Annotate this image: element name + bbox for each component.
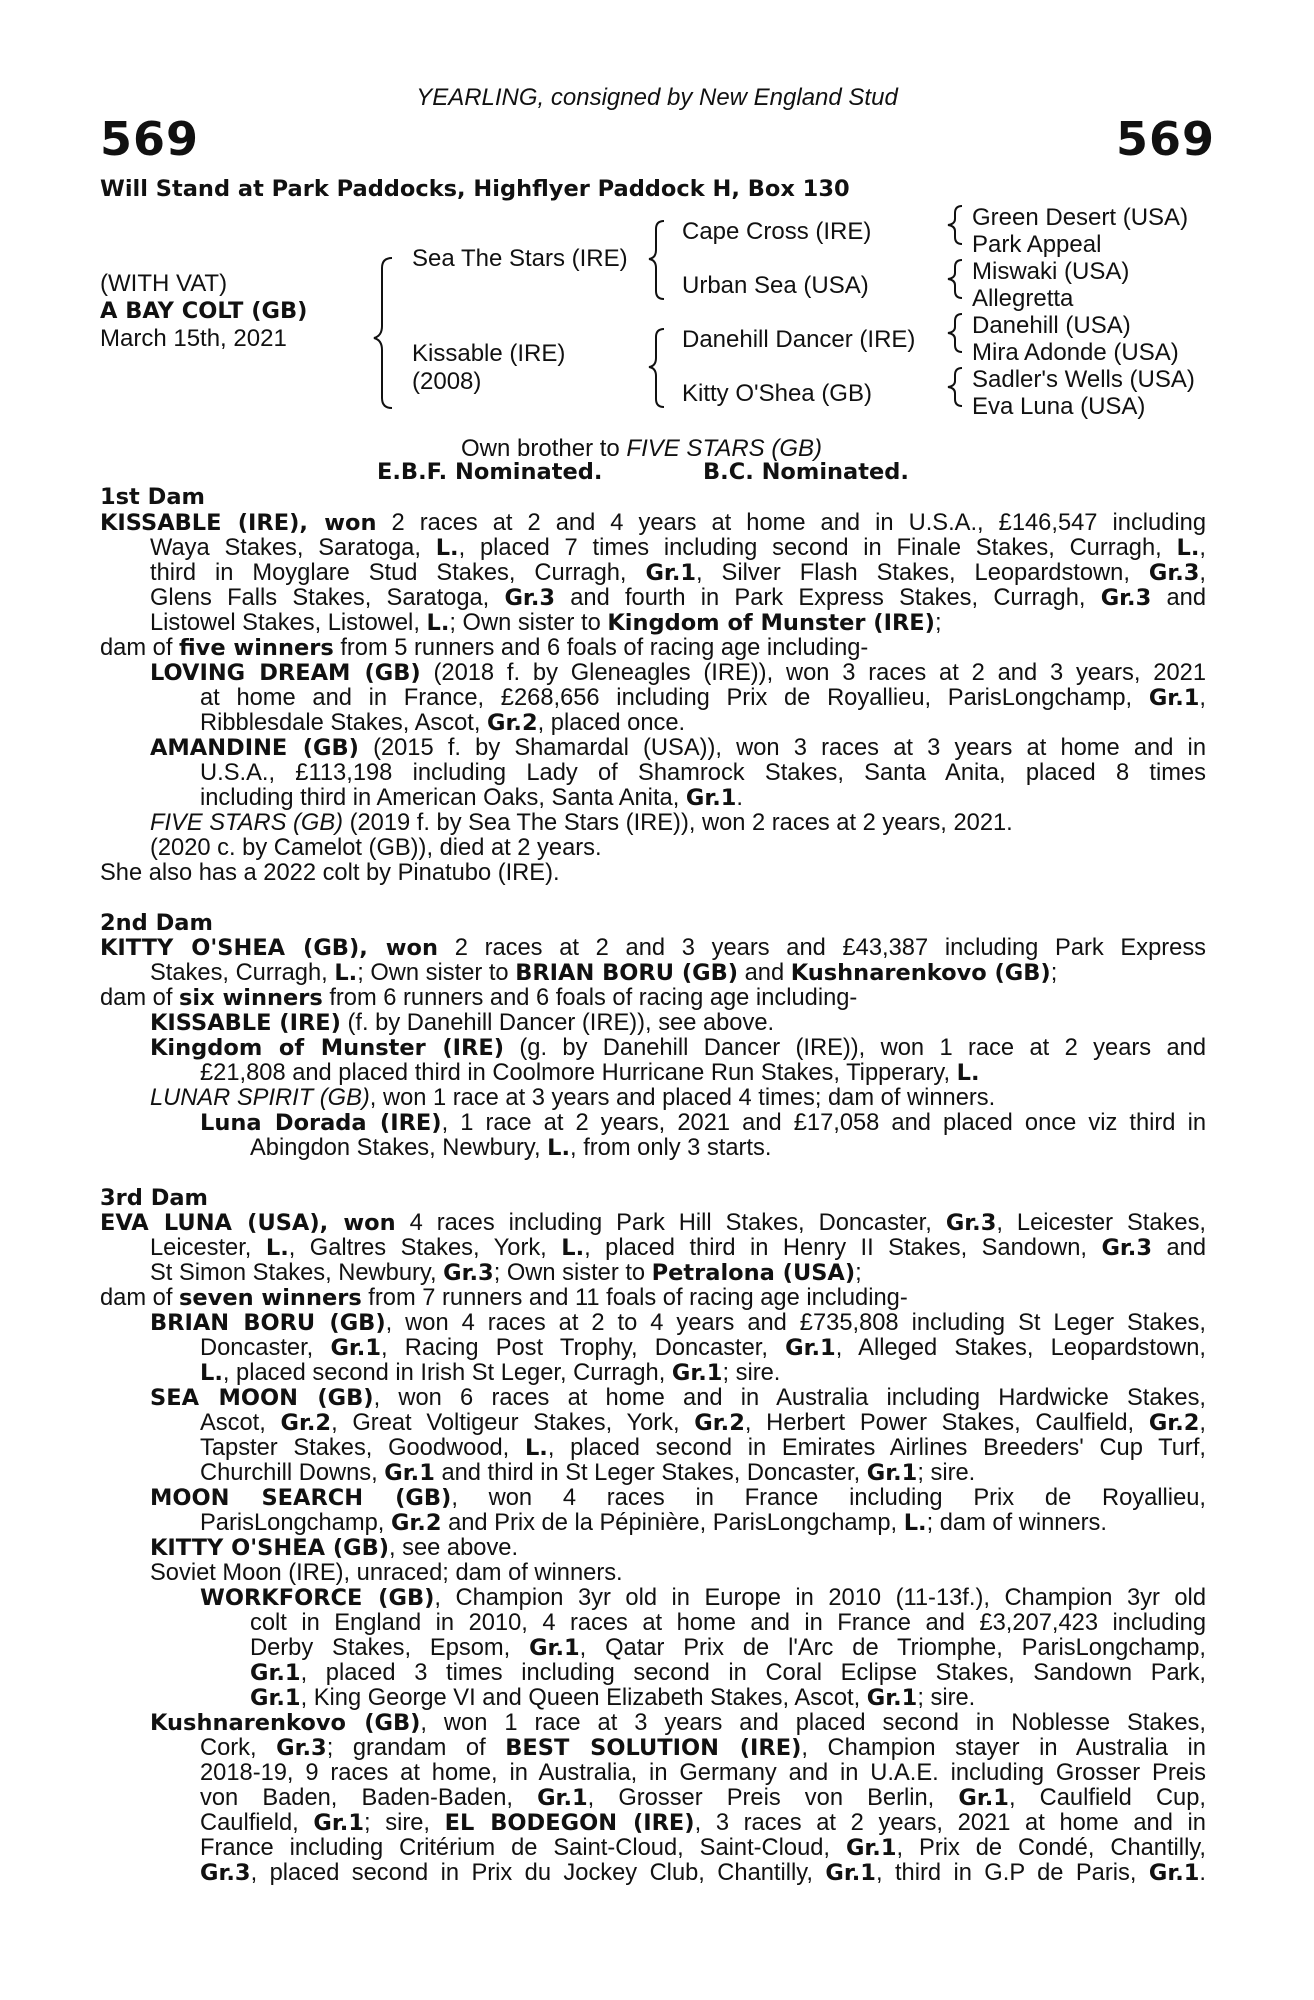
text-segment: ; dam of winners. — [926, 1510, 1107, 1536]
text-segment: ; grandam of — [326, 1735, 506, 1761]
text-segment: and — [1151, 585, 1207, 611]
third-dam-line-2 — [150, 1236, 1206, 1261]
first-dam-line-15: She also has a 2022 colt by Pinatubo (IRE). — [100, 860, 560, 886]
text-segment: , — [1199, 1410, 1206, 1436]
text-segment: ; sire. — [722, 1360, 781, 1386]
third-dam-line-19 — [250, 1661, 1206, 1686]
text-segment: Stakes, Curragh, — [150, 960, 335, 986]
brace-sire — [649, 221, 664, 299]
pedigree-sire: Sea The Stars (IRE) — [412, 245, 628, 272]
brother-prefix: Own brother to — [461, 435, 627, 462]
text-segment: , Herbert Power Stakes, Caulfield, — [744, 1410, 1149, 1436]
third-dam-line-18 — [250, 1636, 1206, 1661]
text-segment: , Alleged Stakes, Leopardstown, — [835, 1335, 1206, 1361]
text-segment: , won 6 races at home and in Australia including Hardwicke Stakes, — [373, 1385, 1206, 1411]
second-dam-line-4 — [150, 1011, 774, 1036]
bold-text-segment: seven winners — [179, 1285, 362, 1311]
text-segment: Derby Stakes, Epsom, — [250, 1635, 530, 1661]
bold-text-segment: L. — [265, 1235, 289, 1261]
bold-text-segment: Gr.1 — [529, 1635, 580, 1661]
text-segment: . — [1199, 1860, 1207, 1886]
italic-text-segment: LUNAR SPIRIT (GB) — [150, 1085, 370, 1111]
third-dam-line-15: Soviet Moon (IRE), unraced; dam of winners. — [150, 1560, 623, 1586]
second-dam-line-1 — [100, 936, 1206, 961]
pedigree-gen3-5: Danehill (USA) — [972, 312, 1131, 339]
text-segment: , — [1199, 535, 1206, 561]
bold-text-segment: Gr.2 — [694, 1410, 745, 1436]
bold-text-segment: Gr.3 — [1100, 585, 1152, 611]
pedigree-braces — [0, 0, 1314, 440]
bold-text-segment: BEST SOLUTION (IRE) — [505, 1735, 802, 1761]
bold-text-segment: L. — [561, 1235, 585, 1261]
bold-text-segment: Gr.3 — [504, 585, 556, 611]
bold-text-segment: Kushnarenkovo (GB) — [150, 1710, 421, 1736]
text-segment: Doncaster, — [200, 1335, 331, 1361]
bold-text-segment: Gr.1 — [1148, 685, 1200, 711]
bold-text-segment: Gr.3 — [443, 1260, 494, 1286]
text-segment: , Champion stayer in Australia in — [801, 1735, 1206, 1761]
text-segment: , Great Voltigeur Stakes, York, — [331, 1410, 695, 1436]
text-segment: ; Own sister to — [357, 960, 516, 986]
second-dam-line-8 — [200, 1111, 1206, 1136]
text-segment: ; sire. — [917, 1685, 976, 1711]
pedigree-gen3-3: Miswaki (USA) — [972, 258, 1130, 285]
first-dam-line-5 — [150, 611, 942, 636]
pedigree-sire-dam: Urban Sea (USA) — [682, 272, 869, 299]
third-dam-line-10 — [200, 1436, 1206, 1461]
bold-text-segment: Gr.1 — [958, 1785, 1009, 1811]
text-segment: , 1 race at 2 years, 2021 and £17,058 and placed once viz third in — [441, 1110, 1207, 1136]
text-segment: Cork, — [200, 1735, 277, 1761]
text-segment: , see above. — [389, 1535, 519, 1561]
second-dam-line-7 — [150, 1086, 995, 1111]
third-dam-line-16 — [200, 1586, 1206, 1611]
bold-text-segment: Petralona (USA) — [651, 1260, 856, 1286]
bold-text-segment: EVA LUNA (USA), won — [100, 1210, 396, 1236]
third-dam-line-27 — [200, 1861, 1206, 1886]
ebf-nomination: E.B.F. Nominated. — [377, 459, 603, 485]
brace-g3-1 — [948, 206, 962, 244]
brace-dam — [649, 329, 664, 407]
text-segment: , Prix de Condé, Chantilly, — [896, 1835, 1206, 1861]
text-segment: ; Own sister to — [493, 1260, 652, 1286]
text-segment: Leicester, — [150, 1235, 266, 1261]
text-segment: , won 4 races in France including Prix de Royallieu, — [451, 1485, 1207, 1511]
bold-text-segment: Gr.2 — [487, 710, 538, 736]
bold-text-segment: Kingdom of Munster (IRE) — [607, 610, 935, 636]
bold-text-segment: SEA MOON (GB) — [150, 1385, 374, 1411]
second-dam-line-9 — [250, 1136, 771, 1161]
third-dam-line-26 — [200, 1836, 1206, 1861]
first-dam-line-11: U.S.A., £113,198 including Lady of Shamrock Stakes, Santa Anita, placed 8 times — [200, 760, 1206, 786]
bold-text-segment: L. — [547, 1135, 571, 1161]
text-segment: , placed second in Emirates Airlines Breeders' Cup Turf, — [547, 1435, 1206, 1461]
first-dam-line-9 — [200, 711, 685, 736]
bold-text-segment: KISSABLE (IRE) — [150, 1010, 341, 1036]
text-segment: , Champion 3yr old in Europe in 2010 (11-13f.), Champion 3yr old — [434, 1585, 1206, 1611]
bold-text-segment: BRIAN BORU (GB) — [150, 1310, 386, 1336]
pedigree-gen3-8: Eva Luna (USA) — [972, 393, 1146, 420]
text-segment: , — [1199, 560, 1207, 586]
bold-text-segment: Gr.1 — [313, 1810, 364, 1836]
bold-text-segment: KITTY O'SHEA (GB) — [150, 1535, 389, 1561]
bold-text-segment: Kingdom of Munster (IRE) — [150, 1035, 504, 1061]
text-segment: and — [1152, 1235, 1207, 1261]
vat-note: (WITH VAT) — [100, 270, 228, 297]
text-segment: and fourth in Park Express Stakes, Curragh, — [555, 585, 1101, 611]
pedigree-gen3-1: Green Desert (USA) — [972, 204, 1189, 231]
bold-text-segment: L. — [426, 610, 450, 636]
text-segment: dam of — [100, 1285, 179, 1311]
bold-text-segment: Gr.3 — [1101, 1235, 1153, 1261]
text-segment: (2018 f. by Gleneagles (IRE)), won 3 races at 2 and 3 years, 2021 — [420, 660, 1206, 686]
first-dam-line-10 — [150, 736, 1206, 761]
bold-text-segment: Gr.3 — [945, 1210, 997, 1236]
bold-text-segment: AMANDINE (GB) — [150, 735, 359, 761]
text-segment: , won 1 race at 3 years and placed second in Noblesse Stakes, — [420, 1710, 1206, 1736]
first-dam-line-13 — [150, 811, 1013, 836]
first-dam-line-12 — [200, 786, 743, 811]
bold-text-segment: Gr.1 — [785, 1335, 836, 1361]
text-segment: , 3 races at 2 years, 2021 at home and in — [694, 1810, 1206, 1836]
bold-text-segment: Gr.3 — [276, 1735, 327, 1761]
text-segment: , Qatar Prix de l'Arc de Triomphe, ParisLongchamp, — [579, 1635, 1207, 1661]
text-segment: 2 races at 2 and 4 years at home and in U.S.A., £146,547 including — [376, 510, 1207, 536]
brace-g3-2 — [948, 260, 962, 298]
first-dam-line-7 — [150, 661, 1206, 686]
bold-text-segment: Kushnarenkovo (GB) — [790, 960, 1051, 986]
consignment-subtitle: YEARLING, consigned by New England Stud — [416, 84, 898, 111]
text-segment: St Simon Stakes, Newbury, — [150, 1260, 444, 1286]
text-segment: and Prix de la Pépinière, ParisLongchamp, — [441, 1510, 904, 1536]
pedigree-gen3-4: Allegretta — [972, 285, 1074, 312]
bold-text-segment: Gr.1 — [866, 1460, 918, 1486]
third-dam-line-5 — [150, 1311, 1206, 1336]
bold-text-segment: Gr.2 — [390, 1510, 442, 1536]
text-segment: and — [738, 960, 791, 986]
third-dam-line-8 — [150, 1386, 1206, 1411]
bold-text-segment: L. — [435, 535, 459, 561]
text-segment: Waya Stakes, Saratoga, — [150, 535, 436, 561]
bold-text-segment: BRIAN BORU (GB) — [515, 960, 739, 986]
bold-text-segment: five winners — [179, 635, 334, 661]
text-segment: , Racing Post Trophy, Doncaster, — [381, 1335, 786, 1361]
text-segment: including third in American Oaks, Santa Anita, — [200, 785, 686, 811]
text-segment: . — [736, 785, 744, 811]
text-segment: , won 4 races at 2 to 4 years and £735,808 including St Leger Stakes, — [385, 1310, 1206, 1336]
text-segment: , Caulfield Cup, — [1008, 1785, 1206, 1811]
text-segment: (g. by Danehill Dancer (IRE)), won 1 race at 2 years and — [504, 1035, 1206, 1061]
third-dam-heading: 3rd Dam — [100, 1185, 208, 1211]
bold-text-segment: L. — [334, 960, 358, 986]
text-segment: ; — [934, 610, 942, 636]
second-dam-heading: 2nd Dam — [100, 910, 213, 936]
text-segment: , placed second in Irish St Leger, Curragh, — [222, 1360, 672, 1386]
bold-text-segment: Gr.1 — [671, 1360, 723, 1386]
third-dam-line-20 — [250, 1686, 975, 1711]
text-segment: Tapster Stakes, Goodwood, — [200, 1435, 525, 1461]
bold-text-segment: Gr.3 — [1148, 560, 1200, 586]
text-segment: from 5 runners and 6 foals of racing age including- — [333, 635, 869, 661]
bold-text-segment: Luna Dorada (IRE) — [200, 1110, 442, 1136]
text-segment: , Grosser Preis von Berlin, — [587, 1785, 959, 1811]
bold-text-segment: EL BODEGON (IRE) — [444, 1810, 695, 1836]
pedigree-dam: Kissable (IRE) — [412, 340, 566, 367]
text-segment: at home and in France, £268,656 including Prix de Royallieu, ParisLongchamp, — [200, 685, 1149, 711]
bold-text-segment: KITTY O'SHEA (GB), won — [100, 935, 439, 961]
text-segment: Ribblesdale Stakes, Ascot, — [200, 710, 488, 736]
third-dam-line-3 — [150, 1261, 862, 1286]
second-dam-line-6 — [200, 1061, 980, 1086]
text-segment: ; sire. — [917, 1460, 976, 1486]
text-segment: ParisLongchamp, — [200, 1510, 391, 1536]
text-segment: Listowel Stakes, Listowel, — [150, 610, 427, 636]
text-segment: Glens Falls Stakes, Saratoga, — [150, 585, 505, 611]
stabling-location: Will Stand at Park Paddocks, Highflyer Paddock H, Box 130 — [100, 176, 850, 202]
bold-text-segment: MOON SEARCH (GB) — [150, 1485, 452, 1511]
bold-text-segment: L. — [200, 1360, 223, 1386]
bold-text-segment: WORKFORCE (GB) — [200, 1585, 435, 1611]
third-dam-line-6 — [200, 1336, 1206, 1361]
pedigree-gen3-7: Sadler's Wells (USA) — [972, 366, 1195, 393]
first-dam-line-3 — [150, 561, 1206, 586]
text-segment: , third in G.P de Paris, — [875, 1860, 1149, 1886]
bold-text-segment: Gr.2 — [1148, 1410, 1200, 1436]
brace-main — [374, 258, 392, 408]
lot-number-right: 569 — [1116, 112, 1216, 166]
lot-number-left: 569 — [100, 112, 200, 166]
bold-text-segment: L. — [1176, 535, 1200, 561]
third-dam-line-11 — [200, 1461, 975, 1486]
second-dam-line-2 — [150, 961, 1057, 986]
bold-text-segment: Gr.3 — [200, 1860, 251, 1886]
third-dam-line-22 — [200, 1736, 1206, 1761]
text-segment: dam of — [100, 635, 179, 661]
text-segment: Churchill Downs, — [200, 1460, 385, 1486]
second-dam-line-5 — [150, 1036, 1206, 1061]
pedigree-sire-sire: Cape Cross (IRE) — [682, 218, 872, 245]
bold-text-segment: Gr.1 — [250, 1660, 301, 1686]
third-dam-line-12 — [150, 1486, 1206, 1511]
text-segment: , from only 3 starts. — [570, 1135, 772, 1161]
first-dam-line-8 — [200, 686, 1206, 711]
text-segment: , placed third in Henry II Stakes, Sandown, — [584, 1235, 1102, 1261]
foaling-date: March 15th, 2021 — [100, 325, 287, 352]
brother-name: FIVE STARS (GB) — [626, 435, 822, 462]
third-dam-line-21 — [150, 1711, 1206, 1736]
bold-text-segment: Gr.1 — [866, 1685, 918, 1711]
third-dam-line-13 — [200, 1511, 1107, 1536]
third-dam-line-24 — [200, 1786, 1206, 1811]
third-dam-line-23: 2018-19, 9 races at home, in Australia, in Germany and in U.A.E. including Grosser Preis — [200, 1760, 1206, 1786]
first-dam-line-14: (2020 c. by Camelot (GB)), died at 2 years. — [150, 835, 602, 861]
text-segment: ; Own sister to — [449, 610, 608, 636]
text-segment: (2019 f. by Sea The Stars (IRE)), won 2 races at 2 years, 2021. — [343, 810, 1013, 836]
bold-text-segment: Gr.1 — [250, 1685, 301, 1711]
brace-g3-3 — [948, 314, 962, 352]
text-segment: Abingdon Stakes, Newbury, — [250, 1135, 548, 1161]
bold-text-segment: Gr.1 — [845, 1835, 897, 1861]
text-segment: , won 1 race at 3 years and placed 4 times; dam of winners. — [369, 1085, 996, 1111]
bold-text-segment: six winners — [179, 985, 323, 1011]
text-segment: , placed 7 times including second in Finale Stakes, Curragh, — [458, 535, 1177, 561]
bc-nomination: B.C. Nominated. — [703, 459, 909, 485]
brace-g3-4 — [948, 368, 962, 406]
text-segment: 4 races including Park Hill Stakes, Doncaster, — [395, 1210, 946, 1236]
third-dam-line-7 — [200, 1361, 780, 1386]
text-segment: , placed 3 times including second in Coral Eclipse Stakes, Sandown Park, — [300, 1660, 1206, 1686]
text-segment: dam of — [100, 985, 179, 1011]
third-dam-line-9 — [200, 1411, 1206, 1436]
text-segment: (f. by Danehill Dancer (IRE)), see above. — [340, 1010, 775, 1036]
second-dam-line-3 — [100, 986, 857, 1011]
first-dam-line-1 — [100, 511, 1206, 536]
text-segment: France including Critérium de Saint-Cloud, Saint-Cloud, — [200, 1835, 846, 1861]
pedigree-dam-year: (2008) — [412, 368, 482, 395]
text-segment: , placed second in Prix du Jockey Club, Chantilly, — [250, 1860, 826, 1886]
bold-text-segment: Gr.2 — [280, 1410, 332, 1436]
first-dam-line-6 — [100, 636, 868, 661]
first-dam-heading: 1st Dam — [100, 484, 205, 510]
third-dam-line-25 — [200, 1811, 1206, 1836]
bold-text-segment: Gr.1 — [384, 1460, 435, 1486]
bold-text-segment: Gr.1 — [825, 1860, 876, 1886]
horse-name: A BAY COLT (GB) — [100, 298, 308, 324]
third-dam-line-1 — [100, 1211, 1206, 1236]
bold-text-segment: KISSABLE (IRE), won — [100, 510, 377, 536]
third-dam-line-4 — [100, 1286, 908, 1311]
bold-text-segment: L. — [903, 1510, 927, 1536]
pedigree-dam-dam: Kitty O'Shea (GB) — [682, 380, 872, 407]
text-segment: from 7 runners and 11 foals of racing age including- — [361, 1285, 908, 1311]
text-segment: 2 races at 2 and 3 years and £43,387 including Park Express — [438, 935, 1207, 961]
text-segment: ; sire, — [363, 1810, 445, 1836]
text-segment: £21,808 and placed third in Coolmore Hurricane Run Stakes, Tipperary, — [200, 1060, 957, 1086]
bold-text-segment: Gr.1 — [330, 1335, 381, 1361]
pedigree-gen3-6: Mira Adonde (USA) — [972, 339, 1179, 366]
text-segment: from 6 runners and 6 foals of racing age including- — [322, 985, 858, 1011]
text-segment: , Galtres Stakes, York, — [288, 1235, 562, 1261]
text-segment: , King George VI and Queen Elizabeth Stakes, Ascot, — [300, 1685, 867, 1711]
bold-text-segment: Gr.1 — [537, 1785, 588, 1811]
pedigree-dam-sire: Danehill Dancer (IRE) — [682, 326, 916, 353]
third-dam-line-17: colt in England in 2010, 4 races at home and in France and £3,207,423 including — [250, 1610, 1206, 1636]
text-segment: Ascot, — [200, 1410, 281, 1436]
text-segment: , — [1199, 685, 1206, 711]
text-segment: and third in St Leger Stakes, Doncaster, — [434, 1460, 867, 1486]
text-segment: , Silver Flash Stakes, Leopardstown, — [696, 560, 1149, 586]
text-segment: ; — [855, 1260, 862, 1286]
text-segment: , Leicester Stakes, — [996, 1210, 1207, 1236]
text-segment: (2015 f. by Shamardal (USA)), won 3 races at 3 years at home and in — [358, 735, 1206, 761]
text-segment: von Baden, Baden-Baden, — [200, 1785, 538, 1811]
text-segment: ; — [1050, 960, 1058, 986]
third-dam-line-14 — [150, 1536, 518, 1561]
italic-text-segment: FIVE STARS (GB) — [150, 810, 344, 836]
text-segment: third in Moyglare Stud Stakes, Curragh, — [150, 560, 646, 586]
first-dam-line-4 — [150, 586, 1206, 611]
bold-text-segment: Gr.1 — [685, 785, 737, 811]
bold-text-segment: Gr.1 — [645, 560, 697, 586]
bold-text-segment: LOVING DREAM (GB) — [150, 660, 421, 686]
text-segment: Caulfield, — [200, 1810, 314, 1836]
pedigree-gen3-2: Park Appeal — [972, 231, 1102, 258]
bold-text-segment: L. — [956, 1060, 980, 1086]
bold-text-segment: Gr.1 — [1148, 1860, 1200, 1886]
bold-text-segment: L. — [524, 1435, 548, 1461]
first-dam-line-2 — [150, 536, 1206, 561]
text-segment: , placed once. — [537, 710, 686, 736]
